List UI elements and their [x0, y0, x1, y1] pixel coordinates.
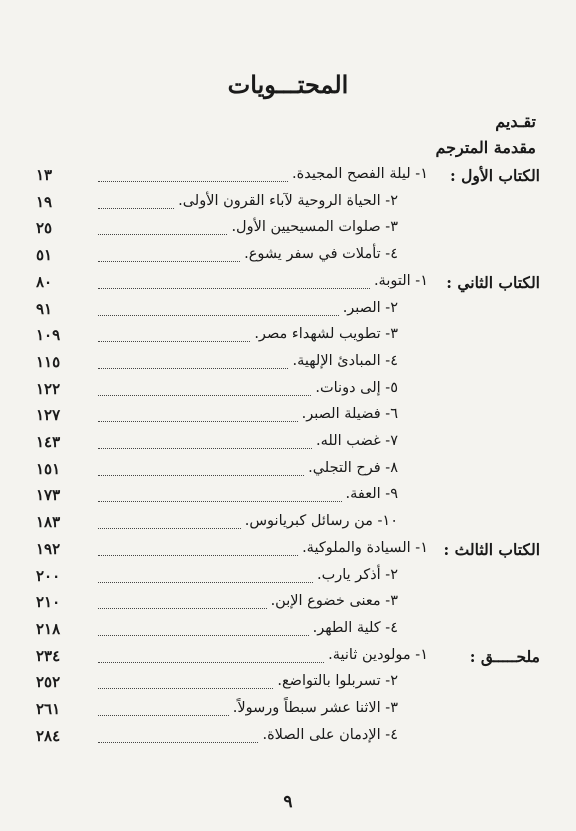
toc-row — [36, 166, 540, 190]
toc-row — [36, 486, 540, 510]
entry-page-number: ٢١٨ — [36, 619, 61, 638]
toc-row — [36, 433, 540, 457]
entry-title: ٣- صلوات المسيحيين الأول. — [231, 219, 398, 236]
entry-title: ٢- الصبر. — [342, 299, 398, 316]
entry-title: ٥- إلى دونات. — [315, 379, 398, 396]
leader-dots — [98, 555, 298, 556]
entry-page-number: ٢٥٢ — [36, 673, 61, 692]
leader-dots — [98, 421, 298, 422]
entry-title: ٤- كلية الطهر. — [312, 619, 398, 636]
toc-row — [36, 246, 540, 270]
leader-dots — [98, 528, 241, 529]
entry-title: ٢- أذكر يارب. — [316, 566, 398, 583]
toc-row — [36, 380, 540, 404]
toc-row — [36, 540, 540, 564]
entry-page-number: ١٤٣ — [36, 433, 61, 451]
entry-page-number: ١٥١ — [36, 459, 61, 478]
entry-page-number: ١٠٩ — [36, 326, 61, 345]
section-label: الكتاب الثاني : — [446, 272, 540, 292]
intro-heading-preface: تقـديم — [495, 112, 536, 131]
toc-row — [36, 513, 540, 537]
toc-row — [36, 406, 540, 430]
entry-title: ١- التوبة. — [373, 272, 428, 289]
leader-dots — [98, 742, 258, 743]
entry-page-number: ٢١٠ — [36, 593, 61, 612]
section-label: ملحـــــق : — [469, 646, 540, 666]
entry-page-number: ١٩٢ — [36, 539, 61, 558]
section-label: الكتاب الثالث : — [443, 539, 540, 559]
entry-title: ٣- تطويب لشهداء مصر. — [254, 326, 398, 343]
leader-dots — [98, 501, 342, 502]
leader-dots — [98, 261, 240, 262]
toc-row — [36, 273, 540, 297]
leader-dots — [98, 341, 250, 342]
entry-title: ٧- غضب الله. — [316, 433, 398, 449]
leader-dots — [98, 582, 313, 583]
leader-dots — [98, 288, 370, 289]
entry-title: ٤- المبادئ الإلهية. — [292, 352, 398, 369]
entry-page-number: ٢٥ — [36, 219, 53, 238]
toc-row — [36, 727, 540, 751]
entry-page-number: ١١٥ — [36, 352, 61, 371]
toc-row — [36, 219, 540, 243]
entry-page-number: ٢٦١ — [36, 700, 61, 718]
section-label: الكتاب الأول : — [450, 166, 540, 185]
toc-row — [36, 700, 540, 724]
toc-row — [36, 647, 540, 671]
leader-dots — [98, 395, 311, 396]
leader-dots — [98, 448, 312, 449]
entry-page-number: ٢٠٠ — [36, 566, 61, 585]
leader-dots — [98, 368, 288, 369]
leader-dots — [98, 688, 273, 689]
entry-title: ٨- فرح التجلي. — [308, 459, 398, 476]
intro-heading-translator: مقدمة المترجم — [435, 138, 536, 157]
entry-page-number: ٢٣٤ — [36, 646, 61, 665]
leader-dots — [98, 208, 174, 209]
entry-title: ٩- العفة. — [345, 486, 398, 503]
toc-row — [36, 593, 540, 617]
leader-dots — [98, 234, 227, 235]
entry-title: ٢- تسربلوا بالتواضع. — [277, 673, 398, 690]
leader-dots — [98, 608, 267, 609]
entry-page-number: ١٣ — [36, 166, 53, 184]
leader-dots — [98, 315, 339, 316]
entry-title: ١- السيادة والملوكية. — [302, 539, 428, 556]
toc-row — [36, 620, 540, 644]
leader-dots — [98, 635, 309, 636]
toc-row — [36, 326, 540, 350]
toc-row — [36, 300, 540, 324]
entry-title: ٣- معنى خضوع الإبن. — [270, 593, 398, 610]
entry-title: ١- ليلة الفصح المجيدة. — [292, 166, 428, 182]
leader-dots — [98, 715, 229, 716]
entry-page-number: ١٨٣ — [36, 513, 61, 532]
toc-row — [36, 567, 540, 591]
toc-row — [36, 460, 540, 484]
page-number: ٩ — [283, 792, 293, 812]
entry-page-number: ١٢٧ — [36, 406, 61, 425]
leader-dots — [98, 662, 324, 663]
entry-title: ٤- تأملات في سفر يشوع. — [244, 246, 398, 263]
toc-row — [36, 193, 540, 217]
entry-title: ١٠- من رسائل كبريانوس. — [244, 513, 398, 530]
entry-title: ٢- الحياة الروحية لآباء القرون الأولى. — [178, 192, 398, 209]
toc-row — [36, 353, 540, 377]
entry-page-number: ١٧٣ — [36, 486, 61, 505]
entry-title: ٤- الإدمان على الصلاة. — [262, 726, 398, 743]
entry-title: ٦- فضيلة الصبر. — [301, 406, 398, 423]
page-title: المحتـــويات — [227, 70, 349, 99]
entry-title: ١- مولودين ثانية. — [328, 646, 428, 663]
toc-row — [36, 673, 540, 697]
entry-page-number: ٩١ — [36, 299, 53, 318]
entry-page-number: ٥١ — [36, 246, 53, 265]
entry-page-number: ١٩ — [36, 192, 53, 211]
leader-dots — [98, 475, 304, 476]
entry-title: ٣- الاثنا عشر سبطاً ورسولاً. — [232, 700, 398, 716]
leader-dots — [98, 181, 288, 182]
entry-page-number: ٨٠ — [36, 272, 53, 291]
entry-page-number: ٢٨٤ — [36, 726, 61, 745]
entry-page-number: ١٢٢ — [36, 379, 61, 398]
